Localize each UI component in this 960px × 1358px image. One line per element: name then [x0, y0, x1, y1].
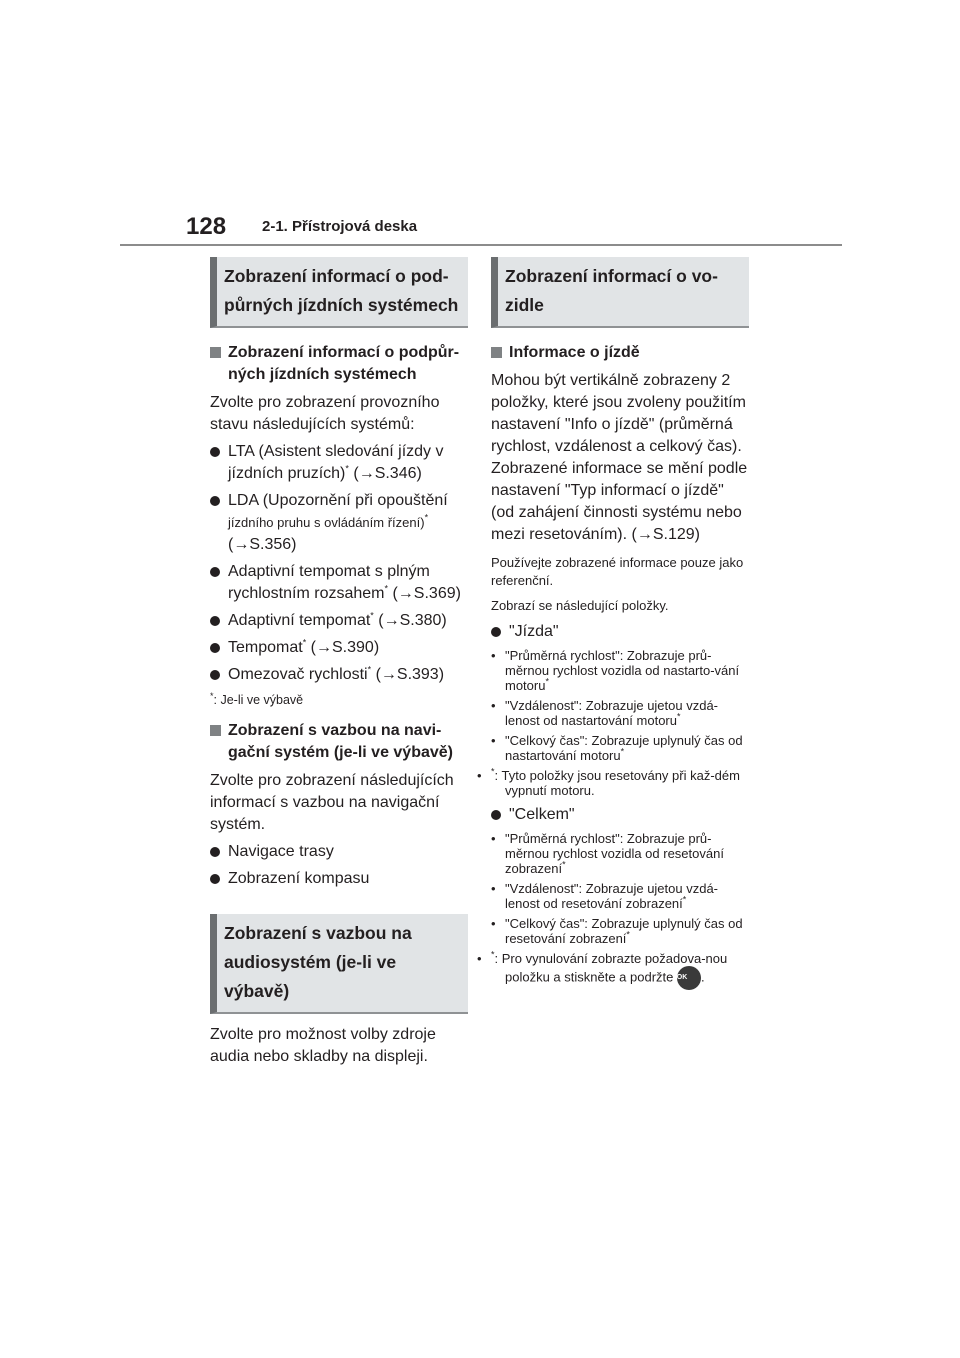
- note-items: Zobrazí se následující položky.: [491, 598, 669, 613]
- list-item: Omezovač rychlosti* (→S.393): [210, 664, 468, 686]
- list-item: LDA (Upozornění při opouštění jízdního pruhu s ovládáním řízení)* (→S.356): [210, 490, 468, 556]
- list-item: Adaptivní tempomat s plným rychlostním rozsahem* (→S.369): [210, 561, 468, 605]
- section-heading-driving-support: Zobrazení informací o pod-půrných jízdních systémech: [210, 257, 468, 328]
- bullet-icon: [491, 627, 501, 637]
- bullet-icon: [491, 810, 501, 820]
- note-reference: Používejte zobrazené informace pouze jako referenční.: [491, 555, 744, 588]
- list-item: Navigace trasy: [210, 841, 468, 863]
- bullet-icon: [210, 567, 220, 577]
- list-item: • "Celkový čas": Zobrazuje uplynulý čas od resetování zobrazení*: [491, 916, 749, 946]
- list-item: • "Celkový čas": Zobrazuje uplynulý čas od nastartování motoru*: [491, 733, 749, 763]
- left-column: [210, 257, 468, 1068]
- subheading-trip-info: Informace o jízdě: [491, 342, 749, 364]
- intro-trip-info: Mohou být vertikálně zobrazeny 2 položky, které jsou zvoleny použitím nastavení "Info o jízdě" (průměrná rychlost, vzdálenost a celkový čas). Zobrazené informace se mění podle nastavení "Typ informací o jízdě" (od zahájení činnosti systému nebo mezi resetováním). (→S.129): [491, 372, 748, 543]
- section-heading-vehicle-info: Zobrazení informací o vo-zidle: [491, 257, 749, 328]
- footnote: • *: Pro vynulování zobrazte požadova-nou položku a stiskněte a podržte OK .: [491, 951, 749, 990]
- subheading-driving-support: Zobrazení informací o podpůr-ných jízdních systémech: [210, 342, 468, 386]
- bullet-icon: [210, 874, 220, 884]
- bullet-icon: [210, 847, 220, 857]
- list-item: Adaptivní tempomat* (→S.380): [210, 610, 468, 632]
- list-item-jizda: "Jízda": [491, 621, 749, 643]
- intro-driving-support: Zvolte pro zobrazení provozního stavu následujících systémů:: [210, 394, 440, 433]
- list-item: Tempomat* (→S.390): [210, 637, 468, 659]
- list-item: LTA (Asistent sledování jízdy v jízdních pruzích)* (→S.346): [210, 441, 468, 485]
- bullet-icon: [210, 447, 220, 457]
- intro-navigation: Zvolte pro zobrazení následujících informací s vazbou na navigační systém.: [210, 772, 454, 833]
- page-number: 128: [186, 213, 227, 240]
- list-item: • "Průměrná rychlost": Zobrazuje prů-měrnou rychlost vozidla od nastarto-vání motoru*: [491, 648, 749, 693]
- footnote: • *: Tyto položky jsou resetovány při kaž-dém vypnutí motoru.: [491, 768, 749, 798]
- chapter-title: 2-1. Přístrojová deska: [262, 218, 418, 235]
- list-item-celkem: "Celkem": [491, 804, 749, 826]
- list-item: Zobrazení kompasu: [210, 868, 468, 890]
- bullet-icon: [210, 643, 220, 653]
- section-heading-audio: Zobrazení s vazbou na audiosystém (je-li ve výbavě): [210, 914, 468, 1014]
- list-item: • "Vzdálenost": Zobrazuje ujetou vzdá-lenost od resetování zobrazení*: [491, 881, 749, 911]
- right-column: [491, 257, 749, 990]
- header-divider: [120, 244, 842, 246]
- bullet-icon: [210, 670, 220, 680]
- list-item: • "Vzdálenost": Zobrazuje ujetou vzdá-lenost od nastartování motoru*: [491, 698, 749, 728]
- bullet-icon: [210, 616, 220, 626]
- bullet-icon: [210, 496, 220, 506]
- intro-audio: Zvolte pro možnost volby zdroje audia nebo skladby na displeji.: [210, 1026, 436, 1065]
- subheading-navigation: Zobrazení s vazbou na navi-gační systém (je-li ve výbavě): [210, 720, 468, 764]
- ok-button-icon: OK: [677, 966, 701, 990]
- footnote: *: Je-li ve výbavě: [210, 690, 304, 707]
- list-item: • "Průměrná rychlost": Zobrazuje prů-měrnou rychlost vozidla od resetování zobrazení*: [491, 831, 749, 876]
